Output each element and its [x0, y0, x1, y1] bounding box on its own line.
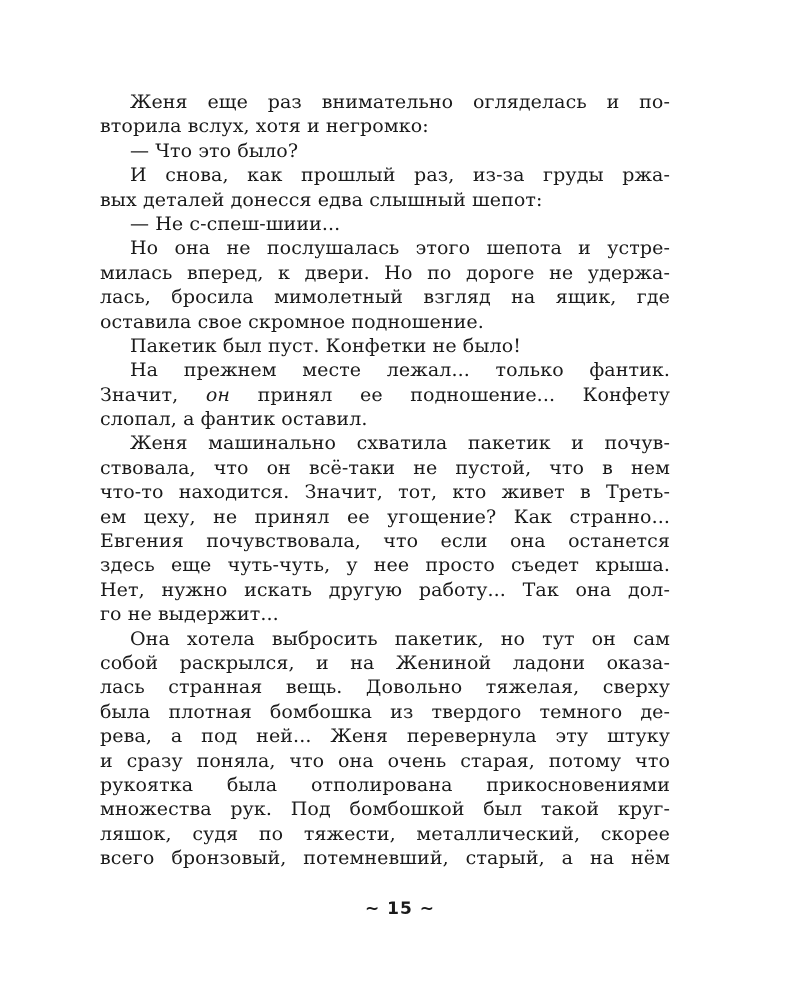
- line-part: Значит,: [100, 383, 206, 406]
- line-part: принял ее подношение... Конфету: [230, 383, 670, 406]
- text-line: ем цеху, не принял ее угощение? Как странно...: [100, 505, 670, 528]
- text-line: оставила свое скромное подношение.: [100, 310, 484, 333]
- text-line: — Не с-спеш-шиии...: [130, 212, 341, 235]
- text-line: — Что это было?: [130, 139, 299, 162]
- text-line: Пакетик был пуст. Конфетки не было!: [130, 334, 522, 357]
- text-line: И снова, как прошлый раз, из-за груды ржа-: [130, 164, 670, 187]
- body-text: [100, 90, 670, 871]
- text-line: лась странная вещь. Довольно тяжелая, сверху: [100, 676, 670, 699]
- text-line: лась, бросила мимолетный взгляд на ящик, где: [100, 286, 670, 309]
- page-number: ~ 15 ~: [365, 899, 435, 919]
- text-line: рукоятка была отполирована прикосновениями: [100, 773, 670, 796]
- text-line: Но она не послушалась этого шепота и устре-: [130, 237, 670, 260]
- text-line: Женя еще раз внимательно огляделась и по-: [130, 91, 670, 113]
- text-line: вых деталей донесся едва слышный шепот:: [100, 188, 543, 211]
- text-line: собой раскрылся, и на Жениной ладони оказа-: [100, 651, 670, 674]
- text-line: была плотная бомбошка из твердого темного де-: [100, 700, 670, 723]
- text-line: ляшок, судя по тяжести, металлический, скорее: [100, 822, 670, 845]
- text-line: вторила вслух, хотя и негромко:: [100, 115, 429, 138]
- text-line: и сразу поняла, что она очень старая, потому что: [100, 749, 670, 772]
- text-line: Она хотела выбросить пакетик, но тут он сам: [130, 627, 670, 650]
- text-line: всего бронзовый, потемневший, старый, а на нём: [100, 847, 670, 870]
- text-line: Нет, нужно искать другую работу... Так она дол-: [100, 578, 670, 601]
- text-line: На прежнем месте лежал... только фантик.: [130, 359, 670, 382]
- emphasized-word: он: [205, 383, 231, 406]
- text-line: го не выдержит...: [100, 603, 279, 626]
- text-line: множества рук. Под бомбошкой был такой круг-: [100, 798, 670, 821]
- text-line: Евгения почувствовала, что если она останется: [100, 530, 670, 553]
- text-line: Женя машинально схватила пакетик и почув-: [130, 432, 670, 455]
- text-line: милась вперед, к двери. Но по дороге не удержа-: [100, 261, 670, 284]
- text-line: что-то находится. Значит, тот, кто живет в Треть-: [100, 481, 670, 504]
- text-line: ствовала, что он всё-таки не пустой, что в нем: [100, 456, 670, 479]
- text-line: рева, а под ней... Женя перевернула эту штуку: [100, 725, 670, 748]
- text-line: слопал, а фантик оставил.: [100, 408, 368, 431]
- text-line: здесь еще чуть-чуть, у нее просто съедет крыша.: [100, 554, 670, 577]
- text-line-emphasis: [100, 383, 670, 407]
